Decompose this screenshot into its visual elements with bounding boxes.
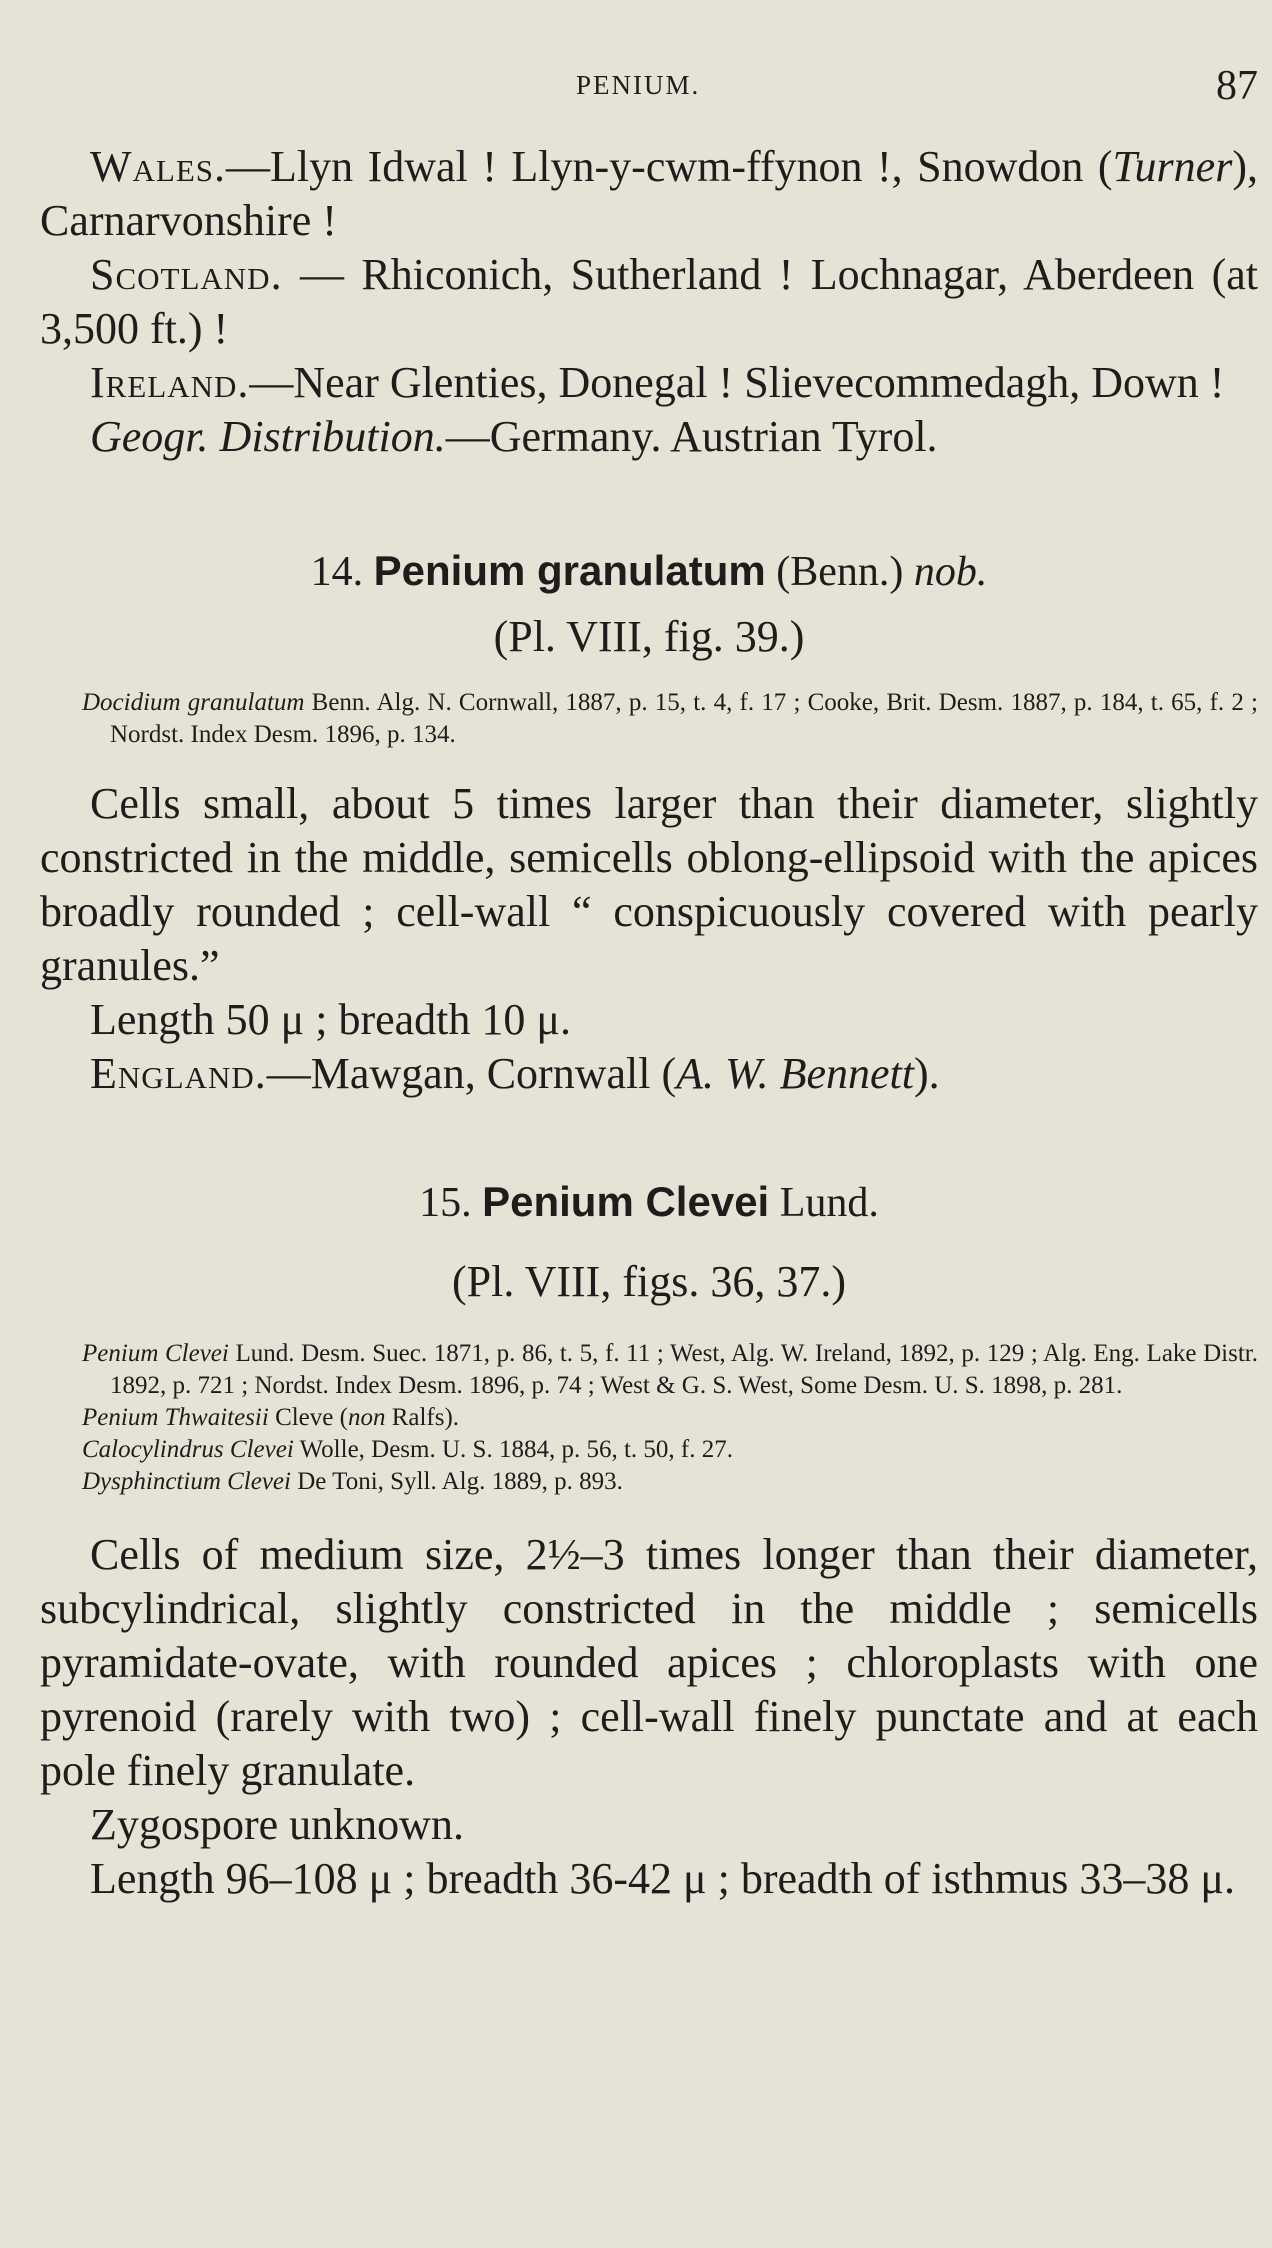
species-15-zygospore: Zygospore unknown. bbox=[90, 1800, 464, 1849]
ireland-text: —Near Glenties, Donegal ! Slievecommedagh, Down ! bbox=[249, 358, 1225, 407]
synonym-entry bbox=[40, 1338, 1258, 1402]
species-14-synonymy bbox=[40, 687, 1258, 751]
page-body bbox=[40, 140, 1258, 1906]
scotland-text: — Rhiconich, Sutherland ! Lochnagar, Aberdeen (at 3,500 ft.) ! bbox=[40, 250, 1258, 353]
wales-collector: Turner bbox=[1112, 142, 1233, 191]
locality-wales bbox=[40, 140, 1258, 248]
synonym-text: Cleve ( bbox=[268, 1404, 348, 1431]
species-14-author: (Benn.) bbox=[776, 549, 904, 595]
england-text-2: ). bbox=[914, 1049, 940, 1098]
synonym-text: Ralfs). bbox=[385, 1404, 460, 1431]
england-collector: A. W. Bennett bbox=[676, 1049, 914, 1098]
species-14-description: Cells small, about 5 times larger than their diameter, slightly constricted in the middle, semicells oblong-ellipsoid with the apices broadly rounded ; cell-wall “ conspicuously covered with pearly granules.” bbox=[40, 779, 1258, 990]
species-14-synonym-name: Docidium granulatum bbox=[82, 689, 305, 716]
locality-scotland bbox=[40, 248, 1258, 356]
locality-ireland bbox=[40, 356, 1258, 410]
region-label-scotland: Scotland. bbox=[90, 250, 283, 299]
species-15-name: Penium Clevei bbox=[482, 1178, 770, 1225]
species-15-synonymy bbox=[40, 1338, 1258, 1498]
species-14-measurements: Length 50 μ ; breadth 10 μ. bbox=[90, 995, 571, 1044]
species-14-heading bbox=[40, 544, 1258, 599]
synonym-name: Penium Clevei bbox=[82, 1340, 229, 1367]
england-text-1: —Mawgan, Cornwall ( bbox=[266, 1049, 677, 1098]
synonym-name: Calocylindrus Clevei bbox=[82, 1436, 294, 1463]
synonym-entry bbox=[40, 1402, 1258, 1434]
species-15-heading bbox=[40, 1175, 1258, 1230]
species-15-author: Lund. bbox=[779, 1180, 879, 1226]
synonym-name: Dysphinctium Clevei bbox=[82, 1468, 291, 1495]
geographic-distribution bbox=[40, 410, 1258, 464]
wales-text-1: —Llyn Idwal ! Llyn-y-cwm-ffynon !, Snowdon ( bbox=[226, 142, 1113, 191]
page-number: 87 bbox=[1216, 63, 1258, 109]
species-15-measurements: Length 96–108 μ ; breadth 36-42 μ ; breadth of isthmus 33–38 μ. bbox=[90, 1854, 1235, 1903]
synonym-text: De Toni, Syll. Alg. 1889, p. 893. bbox=[290, 1468, 623, 1495]
synonym-entry bbox=[40, 1434, 1258, 1466]
species-15-description: Cells of medium size, 2½–3 times longer than their diameter, subcylindrical, slightly constricted in the middle ; semicells pyramidate-ovate, with rounded apices ; chloroplasts with one pyrenoid (rarely with two) ; cell-wall finely punctate and at each pole finely granulate. bbox=[40, 1530, 1258, 1795]
species-14-name: Penium granulatum bbox=[373, 547, 766, 594]
synonym-entry bbox=[40, 1466, 1258, 1498]
region-label-england: England. bbox=[90, 1049, 267, 1098]
species-14-plate-ref: (Pl. VIII, fig. 39.) bbox=[493, 612, 805, 661]
synonym-text: Wolle, Desm. U. S. 1884, p. 56, t. 50, f. 27. bbox=[293, 1436, 733, 1463]
species-14-nob: nob. bbox=[913, 549, 988, 595]
species-14-synonym-text: Benn. Alg. N. Cornwall, 1887, p. 15, t. 4, f. 17 ; Cooke, Brit. Desm. 1887, p. 184, t. 65, f. 2 ; Nordst. Index Desm. 1896, p. 134. bbox=[110, 689, 1258, 748]
synonym-text: Lund. Desm. Suec. 1871, p. 86, t. 5, f. 11 ; West, Alg. W. Ireland, 1892, p. 129 ; Alg. Eng. Lake Distr. 1892, p. 721 ; Nordst. Index Desm. 1896, p. 74 ; West & G. S. West, Some Desm. U. S. 1898, p. 281. bbox=[110, 1340, 1258, 1399]
running-title: PENIUM. bbox=[576, 70, 701, 100]
wales-text-2: ), Carnarvonshire ! bbox=[40, 142, 1258, 245]
distribution-label: Geogr. Distribution. bbox=[90, 412, 446, 461]
region-label-wales: Wales. bbox=[90, 142, 227, 191]
synonym-non: non bbox=[347, 1404, 386, 1431]
species-15-plate-ref: (Pl. VIII, figs. 36, 37.) bbox=[452, 1257, 846, 1306]
synonym-name: Penium Thwaitesii bbox=[82, 1404, 269, 1431]
distribution-text: —Germany. Austrian Tyrol. bbox=[445, 412, 938, 461]
species-14-locality-england bbox=[40, 1047, 1258, 1101]
running-head bbox=[0, 62, 1272, 122]
species-14-number: 14. bbox=[310, 549, 364, 595]
region-label-ireland: Ireland. bbox=[90, 358, 250, 407]
species-15-number: 15. bbox=[419, 1180, 472, 1226]
